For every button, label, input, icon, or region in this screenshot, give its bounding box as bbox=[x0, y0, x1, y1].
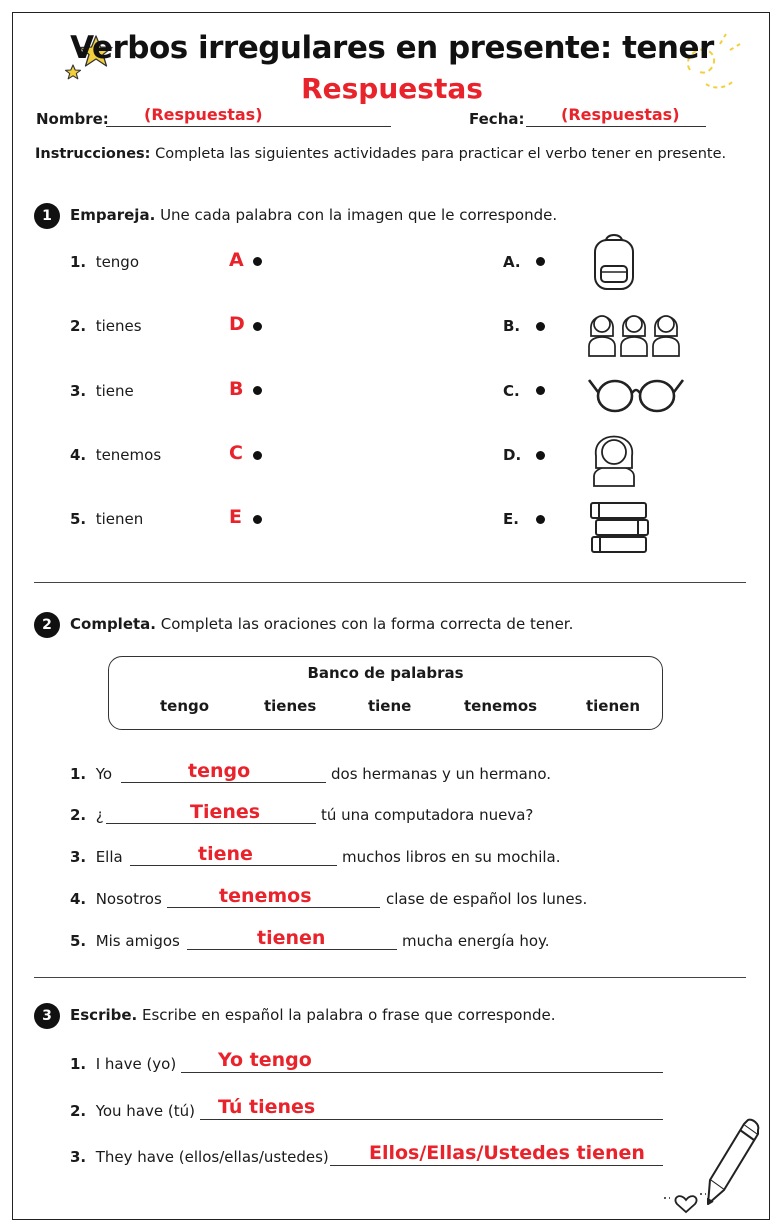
blank-line bbox=[187, 949, 397, 950]
translate-prompt bbox=[70, 1055, 176, 1073]
blank-line bbox=[106, 823, 316, 824]
match-item bbox=[70, 510, 143, 528]
bank-word: tienen bbox=[586, 697, 641, 715]
blank-line bbox=[121, 782, 326, 783]
sentence-before: Ella bbox=[95, 848, 123, 866]
instructions bbox=[35, 146, 726, 162]
option-letter: C. bbox=[503, 382, 520, 400]
sentence-before: Nosotros bbox=[95, 890, 162, 908]
sentence-number: 2. bbox=[70, 806, 87, 824]
date-label: Fecha: bbox=[469, 110, 525, 128]
item-number: 2. bbox=[70, 317, 87, 335]
match-dot-right[interactable] bbox=[536, 451, 545, 460]
translate-text: They have (ellos/ellas/ustedes) bbox=[95, 1148, 329, 1166]
item-word: tienen bbox=[95, 510, 144, 528]
bank-word: tengo bbox=[160, 697, 210, 715]
match-answer[interactable]: A bbox=[229, 249, 244, 271]
word-bank-title: Banco de palabras bbox=[307, 664, 464, 682]
blank-line bbox=[130, 865, 337, 866]
backpack-icon bbox=[590, 231, 638, 293]
sentence-number: 4. bbox=[70, 890, 87, 908]
bank-word: tiene bbox=[368, 697, 412, 715]
sentence-before: Yo bbox=[95, 765, 113, 783]
section-divider bbox=[34, 582, 746, 583]
item-word: tengo bbox=[95, 253, 140, 271]
blank-answer[interactable]: tenemos bbox=[219, 885, 312, 907]
translate-prompt bbox=[70, 1148, 329, 1166]
item-number: 4. bbox=[70, 446, 87, 464]
sentence-after: clase de español los lunes. bbox=[386, 890, 588, 908]
item-number: 5. bbox=[70, 510, 87, 528]
girl-icon bbox=[590, 426, 638, 488]
page-subtitle: Respuestas bbox=[301, 72, 483, 105]
match-dot-left[interactable] bbox=[253, 515, 262, 524]
section-3-number: 3 bbox=[34, 1003, 60, 1029]
option-letter: A. bbox=[503, 253, 521, 271]
sentence-number: 1. bbox=[70, 765, 87, 783]
translate-prompt bbox=[70, 1102, 195, 1120]
sentence-after: muchos libros en su mochila. bbox=[342, 848, 561, 866]
books-stack-icon bbox=[588, 499, 652, 557]
sentence-number: 3. bbox=[70, 848, 87, 866]
sentence-after: dos hermanas y un hermano. bbox=[331, 765, 552, 783]
blank-answer[interactable]: tiene bbox=[198, 843, 253, 865]
translate-text: You have (tú) bbox=[95, 1102, 195, 1120]
section-divider bbox=[34, 977, 746, 978]
match-answer[interactable]: C bbox=[229, 442, 243, 464]
translate-number: 2. bbox=[70, 1102, 87, 1120]
match-dot-left[interactable] bbox=[253, 451, 262, 460]
name-value[interactable]: (Respuestas) bbox=[144, 105, 263, 124]
sentence-after: tú una computadora nueva? bbox=[321, 806, 534, 824]
sentence-prefix bbox=[70, 932, 180, 950]
item-word: tienes bbox=[95, 317, 142, 335]
section-2-number: 2 bbox=[34, 612, 60, 638]
instructions-label: Instrucciones: bbox=[35, 146, 151, 162]
match-item bbox=[70, 446, 161, 464]
translate-text: I have (yo) bbox=[95, 1055, 177, 1073]
section-3-title: Escribe. bbox=[70, 1006, 138, 1024]
blank-answer[interactable]: tengo bbox=[188, 760, 251, 782]
match-answer[interactable]: E bbox=[229, 506, 242, 528]
glasses-icon bbox=[586, 374, 686, 414]
option-letter: D. bbox=[503, 446, 522, 464]
blank-answer[interactable]: tienen bbox=[257, 927, 326, 949]
answer-line bbox=[330, 1165, 663, 1166]
translate-answer[interactable]: Yo tengo bbox=[218, 1049, 312, 1071]
section-1-heading bbox=[70, 206, 557, 224]
translate-answer[interactable]: Tú tienes bbox=[218, 1096, 316, 1118]
sentence-after: mucha energía hoy. bbox=[402, 932, 550, 950]
sentence-prefix bbox=[70, 848, 123, 866]
section-3-text: Escribe en español la palabra o frase que corresponde. bbox=[142, 1006, 556, 1024]
item-number: 3. bbox=[70, 382, 87, 400]
section-1-text: Une cada palabra con la imagen que le corresponde. bbox=[160, 206, 558, 224]
match-dot-right[interactable] bbox=[536, 257, 545, 266]
translate-number: 1. bbox=[70, 1055, 87, 1073]
item-word: tiene bbox=[95, 382, 134, 400]
section-3-heading bbox=[70, 1006, 555, 1024]
match-dot-left[interactable] bbox=[253, 322, 262, 331]
answer-line bbox=[181, 1072, 663, 1073]
translate-answer[interactable]: Ellos/Ellas/Ustedes tienen bbox=[369, 1142, 645, 1164]
sentence-before: ¿ bbox=[95, 806, 104, 824]
bank-word: tenemos bbox=[464, 697, 538, 715]
sentence-number: 5. bbox=[70, 932, 87, 950]
match-dot-right[interactable] bbox=[536, 515, 545, 524]
option-letter: E. bbox=[503, 510, 519, 528]
three-girls-icon bbox=[586, 302, 686, 358]
sentence-prefix bbox=[70, 765, 112, 783]
translate-number: 3. bbox=[70, 1148, 87, 1166]
match-dot-left[interactable] bbox=[253, 386, 262, 395]
pencil-heart-doodle-icon bbox=[664, 1118, 764, 1214]
match-answer[interactable]: D bbox=[229, 313, 245, 335]
date-line bbox=[526, 126, 706, 127]
page-title: Verbos irregulares en presente: tener bbox=[70, 30, 714, 66]
match-item bbox=[70, 317, 142, 335]
section-1-number: 1 bbox=[34, 203, 60, 229]
match-item bbox=[70, 382, 134, 400]
item-word: tenemos bbox=[95, 446, 162, 464]
name-label: Nombre: bbox=[36, 110, 109, 128]
match-dot-left[interactable] bbox=[253, 257, 262, 266]
blank-line bbox=[167, 907, 380, 908]
item-number: 1. bbox=[70, 253, 87, 271]
sentence-before: Mis amigos bbox=[95, 932, 180, 950]
section-2-title: Completa. bbox=[70, 615, 156, 633]
sentence-prefix bbox=[70, 806, 104, 824]
match-dot-right[interactable] bbox=[536, 386, 545, 395]
option-letter: B. bbox=[503, 317, 521, 335]
section-2-text: Completa las oraciones con la forma correcta de tener. bbox=[160, 615, 574, 633]
match-answer[interactable]: B bbox=[229, 378, 244, 400]
blank-answer[interactable]: Tienes bbox=[190, 801, 261, 823]
answer-line bbox=[200, 1119, 663, 1120]
match-dot-right[interactable] bbox=[536, 322, 545, 331]
date-value[interactable]: (Respuestas) bbox=[561, 105, 680, 124]
bank-word: tienes bbox=[264, 697, 317, 715]
section-1-title: Empareja. bbox=[70, 206, 156, 224]
name-line bbox=[106, 126, 391, 127]
instructions-text: Completa las siguientes actividades para practicar el verbo tener en presente. bbox=[155, 146, 727, 162]
sentence-prefix bbox=[70, 890, 162, 908]
section-2-heading bbox=[70, 615, 573, 633]
match-item bbox=[70, 253, 139, 271]
